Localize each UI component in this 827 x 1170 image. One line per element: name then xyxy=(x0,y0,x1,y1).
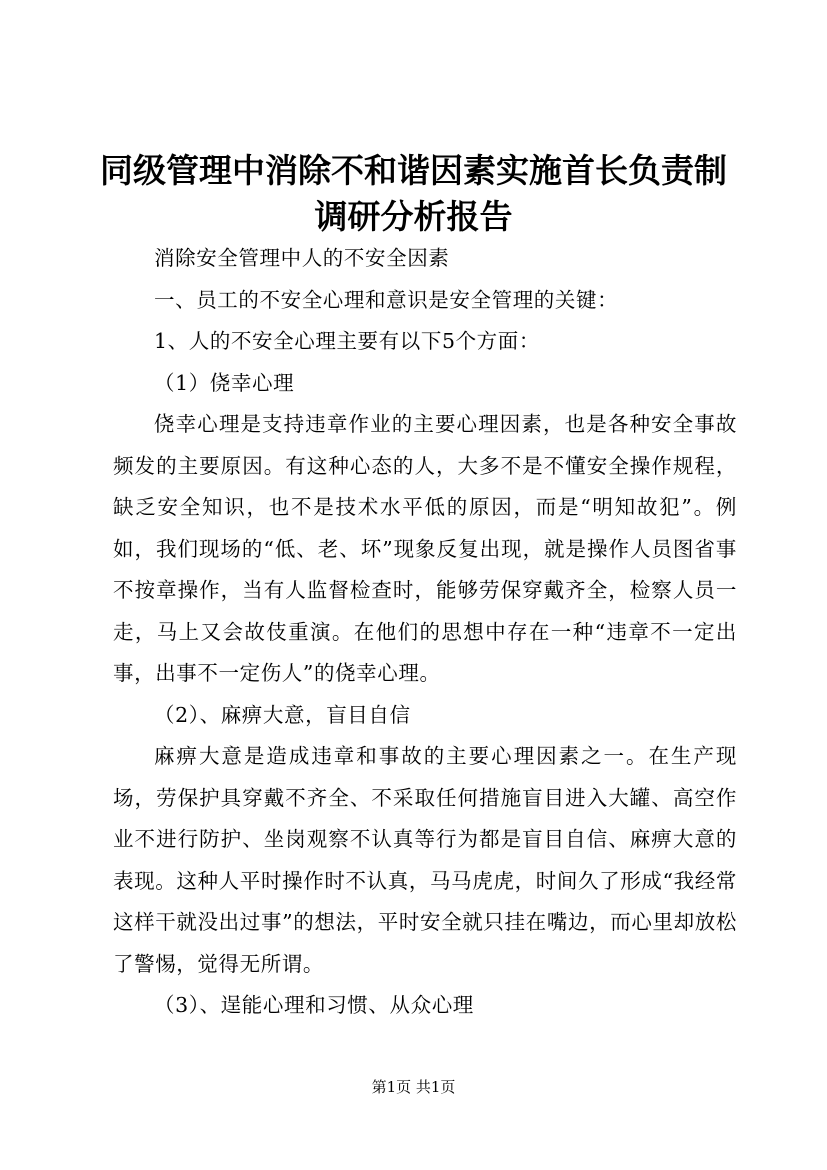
document-title: 同级管理中消除不和谐因素实施首长负责制调研分析报告 xyxy=(100,151,727,236)
paragraph-heading-1: 一、员工的不安全心理和意识是安全管理的关键： xyxy=(154,287,619,312)
paragraph-subheading-1: （1）侥幸心理 xyxy=(154,370,295,395)
document-body xyxy=(113,238,737,1027)
paragraph-subheading-3: （3）、逞能心理和习惯、从众心理 xyxy=(154,993,474,1017)
paragraph-body-1: 侥幸心理是支持违章作业的主要心理因素，也是各种安全事故频发的主要原因。有这种心态的人，大多不是不懂安全操作规程，缺乏安全知识，也不是技术水平低的原因，而是“明知故犯”。例如，我们现场的“低、老、坏”现象反复出现，就是操作人员图省事不按章操作，当有人监督检查时，能够劳保穿戴齐全，检察人员一走，马上又会故伎重演。在他们的思想中存在一种“违章不一定出事，出事不一定伤人”的侥幸心理。 xyxy=(113,412,737,685)
paragraph-heading-1-1: 1、人的不安全心理主要有以下5个方面： xyxy=(154,329,540,353)
page-footer: 第1页 共1页 xyxy=(371,1078,456,1096)
paragraph-body-2: 麻痹大意是造成违章和事故的主要心理因素之一。在生产现场，劳保护具穿戴不齐全、不采取任何措施盲目进入大罐、高空作业不进行防护、坐岗观察不认真等行为都是盲目自信、麻痹大意的表现。这种人平时操作时不认真，马马虎虎，时间久了形成“我经常这样干就没出过事”的想法，平时安全就只挂在嘴边，而心里却放松了警惕，觉得无所谓。 xyxy=(113,744,737,976)
paragraph-subheading-2: （2）、麻痹大意，盲目自信 xyxy=(154,702,411,727)
paragraph-section-title: 消除安全管理中人的不安全因素 xyxy=(154,246,450,270)
